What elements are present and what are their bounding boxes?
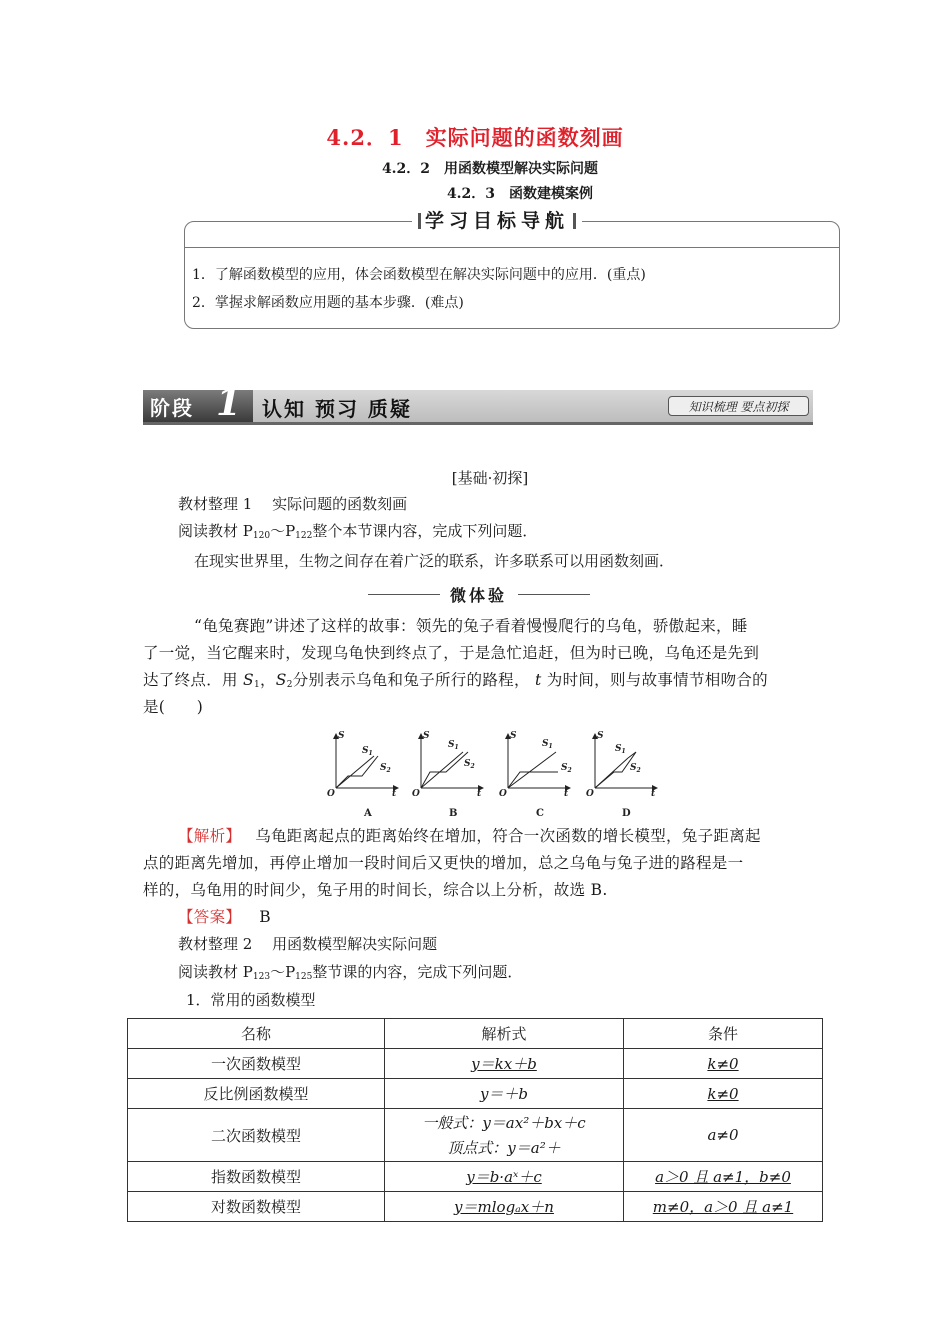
- list-title: 1．常用的函数模型: [186, 991, 316, 1009]
- page-subtitle-2: 4.2．3 函数建模案例: [446, 186, 594, 202]
- analysis-line-1: 【解析】 乌龟距离起点的距离始终在增加，符合一次函数的增长模型，兔子距离起: [178, 827, 761, 845]
- stage-title: 认知 预习 质疑: [262, 397, 412, 421]
- analysis-line-3: 样的，乌龟用的时间少，兔子用的时间长，综合以上分析，故选 B.: [143, 881, 608, 899]
- goals-title: 学习目标导航: [412, 206, 582, 236]
- micro-title: 微体验: [450, 586, 508, 605]
- graph-d-axis-t: t: [651, 789, 656, 799]
- answer-line: [178, 904, 271, 931]
- answer-value: B: [259, 908, 271, 926]
- table-header-row: [128, 1019, 823, 1049]
- table-cell-name: 反比例函数模型: [128, 1079, 385, 1109]
- graph-b: [412, 731, 483, 819]
- goal-item-2: 2．掌握求解函数应用题的基本步骤．(难点): [192, 295, 464, 311]
- graph-d-s2-label: $S_2$: [630, 763, 641, 774]
- question-line-3: 达了终点．用 $S_1$，$S_2$分别表示乌龟和兔子所行的路程， t 为时间，则与故事情节相吻合的: [143, 671, 768, 690]
- graph-c-origin: O: [499, 789, 507, 799]
- table-row: [128, 1192, 823, 1222]
- option-graphs: [318, 728, 668, 820]
- graph-a-caption: A: [364, 808, 372, 819]
- table-cell-formula: y＝kx＋b: [385, 1049, 624, 1079]
- formula-vertex: 顶点式：y＝a²＋: [447, 1139, 561, 1157]
- page-subtitle-1: 4.2．2 用函数模型解决实际问题: [381, 161, 599, 177]
- graph-c-axis-t: t: [564, 789, 569, 799]
- goals-divider: [184, 247, 840, 248]
- table-header: 条件: [624, 1019, 823, 1049]
- question-line-4: 是( ): [143, 698, 204, 716]
- graph-a: [327, 731, 398, 819]
- graph-d-origin: O: [586, 789, 594, 799]
- micro-header: [358, 583, 598, 605]
- table-header: 名称: [128, 1019, 385, 1049]
- graph-b-axis-s: S: [423, 731, 430, 741]
- graph-d: [586, 731, 657, 819]
- material-1-text: 在现实世界里，生物之间存在着广泛的联系，许多联系可以用函数刻画．: [194, 552, 675, 570]
- table-row: [128, 1109, 823, 1162]
- graph-b-origin: O: [412, 789, 420, 799]
- table-cell-cond: k≠0: [624, 1079, 823, 1109]
- table-row: [128, 1079, 823, 1109]
- graph-d-caption: D: [622, 808, 631, 819]
- table-header: 解析式: [385, 1019, 624, 1049]
- table-cell-cond: a≠0: [624, 1109, 823, 1162]
- graph-a-s1-label: $S_1$: [362, 746, 373, 757]
- table-cell-name: 对数函数模型: [128, 1192, 385, 1222]
- formula-general: 一般式：y＝ax²＋bx＋c: [422, 1114, 586, 1132]
- table-cell-cond: m≠0，a＞0 且 a≠1: [624, 1192, 823, 1222]
- graph-c-s2-label: $S_2$: [561, 763, 572, 774]
- material-1-read: 阅读教材 $P_{120}\sim P_{122}$整个本节课内容，完成下列问题．: [178, 522, 538, 541]
- stage-number: 1: [216, 382, 242, 424]
- graph-a-axis-s: S: [338, 731, 345, 741]
- table-row: [128, 1049, 823, 1079]
- graph-c-axis-s: S: [510, 731, 517, 741]
- question-line-2: 了一觉，当它醒来时，发现乌龟快到终点了，于是急忙追赶，但为时已晚，乌龟还是先到: [143, 644, 760, 662]
- graph-c-caption: C: [536, 808, 544, 819]
- graph-d-axis-s: S: [597, 731, 604, 741]
- graph-c-s1-label: $S_1$: [542, 739, 553, 750]
- answer-tag: 【答案】: [178, 908, 242, 926]
- stage-tag: 知识梳理 要点初探: [668, 396, 809, 416]
- table-cell-cond: k≠0: [624, 1049, 823, 1079]
- graph-c: [499, 731, 572, 819]
- graph-b-s1-label: $S_1$: [448, 740, 459, 751]
- graph-a-s2-label: $S_2$: [380, 763, 391, 774]
- page-title: 4.2．1 实际问题的函数刻画: [326, 125, 624, 150]
- graph-b-s2-label: $S_2$: [464, 759, 475, 770]
- table-cell-formula: y＝b·aˣ＋c: [385, 1162, 624, 1192]
- table-cell-formula: [385, 1109, 624, 1162]
- material-1-title: 教材整理 1 实际问题的函数刻画: [178, 495, 408, 513]
- material-2-read: 阅读教材 $P_{123}\sim P_{125}$整节课的内容，完成下列问题．: [178, 963, 523, 982]
- table-cell-name: 二次函数模型: [128, 1109, 385, 1162]
- section-bracket: [基础·初探]: [451, 469, 529, 487]
- models-table: [127, 1018, 823, 1222]
- graph-a-origin: O: [327, 789, 335, 799]
- analysis-tag: 【解析】: [178, 827, 242, 845]
- analysis-line-2: 点的距离先增加，再停止增加一段时间后又更快的增加，总之乌龟与兔子进的路程是一: [143, 854, 744, 872]
- graph-d-s1-label: $S_1$: [615, 744, 626, 755]
- graph-b-axis-t: t: [477, 789, 482, 799]
- table-cell-cond: a＞0 且 a≠1，b≠0: [624, 1162, 823, 1192]
- table-cell-name: 指数函数模型: [128, 1162, 385, 1192]
- table-row: [128, 1162, 823, 1192]
- graph-b-caption: B: [449, 808, 458, 819]
- goal-item-1: 1．了解函数模型的应用，体会函数模型在解决实际问题中的应用．(重点): [192, 267, 646, 283]
- stage-label: 阶段: [150, 396, 194, 420]
- table-cell-formula: y＝mlogₐx＋n: [385, 1192, 624, 1222]
- graph-a-axis-t: t: [392, 789, 397, 799]
- table-cell-formula: y＝＋b: [385, 1079, 624, 1109]
- material-2-title: 教材整理 2 用函数模型解决实际问题: [178, 935, 438, 953]
- table-cell-name: 一次函数模型: [128, 1049, 385, 1079]
- question-line-1: “龟兔赛跑”讲述了这样的故事：领先的兔子看着慢慢爬行的乌龟，骄傲起来，睡: [194, 617, 748, 635]
